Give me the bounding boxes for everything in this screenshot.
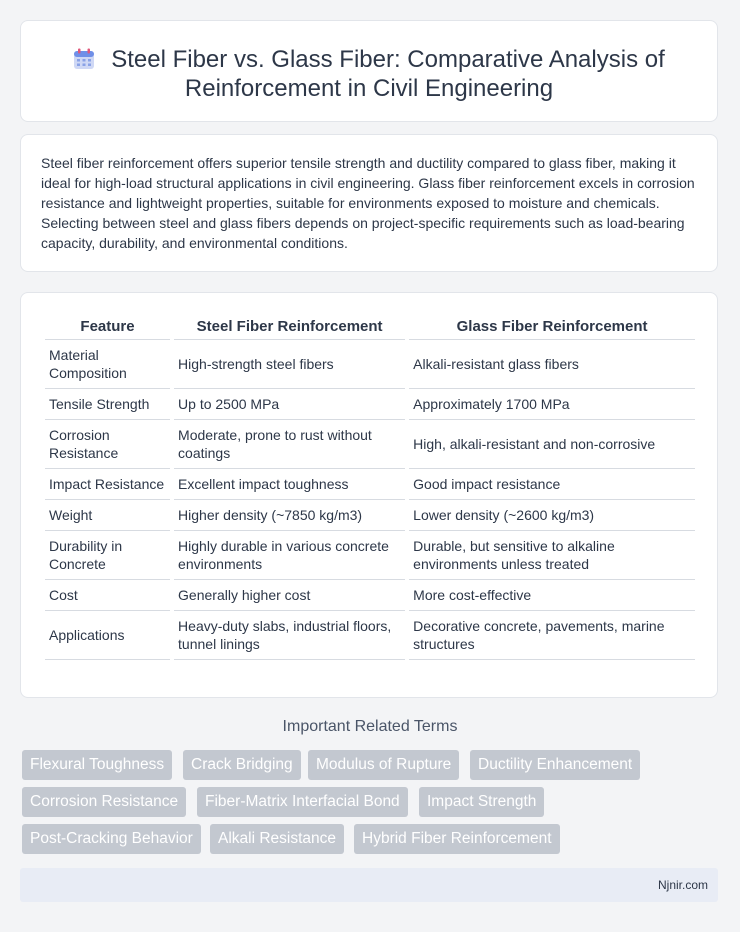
related-term-tag[interactable]: Flexural Toughness — [22, 750, 172, 780]
steel-cell: Moderate, prone to rust without coatings — [174, 420, 405, 469]
table-row — [45, 420, 695, 469]
table-row — [45, 580, 695, 611]
glass-cell: Alkali-resistant glass fibers — [409, 340, 695, 389]
comparison-table — [41, 315, 699, 660]
steel-cell: Generally higher cost — [174, 580, 405, 611]
glass-cell: Good impact resistance — [409, 469, 695, 500]
table-header-row — [45, 315, 695, 340]
title-line-1: Steel Fiber vs. Glass Fiber: Comparative Analysis of — [111, 46, 665, 73]
related-term-tag[interactable]: Post-Cracking Behavior — [22, 824, 201, 854]
calendar-icon — [73, 48, 95, 70]
summary-text: Steel fiber reinforcement offers superior tensile strength and ductility compared to glass fiber, making it ideal for high-load structural applications in civil engineering. Glass fiber reinforcement excels in corrosion resistance and lightweight properties, suitable for environments exposed to moisture and chemicals. Selecting between steel and glass fibers depends on project-specific requirements such as load-bearing capacity, durability, and environmental conditions. — [41, 155, 695, 251]
feature-cell: Durability in Concrete — [45, 531, 170, 580]
steel-cell: Excellent impact toughness — [174, 469, 405, 500]
summary-card — [20, 134, 718, 272]
title-card — [20, 20, 718, 122]
feature-cell: Applications — [45, 611, 170, 660]
related-term-tag[interactable]: Alkali Resistance — [210, 824, 344, 854]
feature-cell: Corrosion Resistance — [45, 420, 170, 469]
related-terms-title: Important Related Terms — [282, 718, 458, 735]
glass-cell: Durable, but sensitive to alkaline environments unless treated — [409, 531, 695, 580]
table-row — [45, 531, 695, 580]
footer — [20, 868, 718, 902]
feature-cell: Material Composition — [45, 340, 170, 389]
glass-cell: More cost-effective — [409, 580, 695, 611]
feature-cell: Tensile Strength — [45, 389, 170, 420]
table-row — [45, 500, 695, 531]
glass-cell: Decorative concrete, pavements, marine structures — [409, 611, 695, 660]
related-term-tag[interactable]: Impact Strength — [419, 787, 544, 817]
steel-cell: Heavy-duty slabs, industrial floors, tunnel linings — [174, 611, 405, 660]
glass-cell: Approximately 1700 MPa — [409, 389, 695, 420]
header-steel: Steel Fiber Reinforcement — [174, 315, 405, 340]
header-feature: Feature — [45, 315, 170, 340]
page-title — [21, 45, 717, 103]
feature-cell: Impact Resistance — [45, 469, 170, 500]
feature-cell: Cost — [45, 580, 170, 611]
table-row — [45, 340, 695, 389]
steel-cell: Higher density (~7850 kg/m3) — [174, 500, 405, 531]
footer-site: Njnir.com — [657, 878, 708, 892]
table-row — [45, 611, 695, 660]
related-term-tag[interactable]: Hybrid Fiber Reinforcement — [354, 824, 560, 854]
related-term-tag[interactable]: Ductility Enhancement — [470, 750, 640, 780]
related-term-tag[interactable]: Crack Bridging — [183, 750, 301, 780]
related-term-tag[interactable]: Modulus of Rupture — [308, 750, 459, 780]
title-line-2: Reinforcement in Civil Engineering — [184, 75, 554, 102]
table-row — [45, 469, 695, 500]
table-row — [45, 389, 695, 420]
steel-cell: Up to 2500 MPa — [174, 389, 405, 420]
feature-cell: Weight — [45, 500, 170, 531]
glass-cell: High, alkali-resistant and non-corrosive — [409, 420, 695, 469]
related-term-tag[interactable]: Corrosion Resistance — [22, 787, 186, 817]
glass-cell: Lower density (~2600 kg/m3) — [409, 500, 695, 531]
steel-cell: Highly durable in various concrete environments — [174, 531, 405, 580]
steel-cell: High-strength steel fibers — [174, 340, 405, 389]
comparison-table-card — [20, 292, 718, 698]
related-term-tag[interactable]: Fiber-Matrix Interfacial Bond — [197, 787, 408, 817]
header-glass: Glass Fiber Reinforcement — [409, 315, 695, 340]
